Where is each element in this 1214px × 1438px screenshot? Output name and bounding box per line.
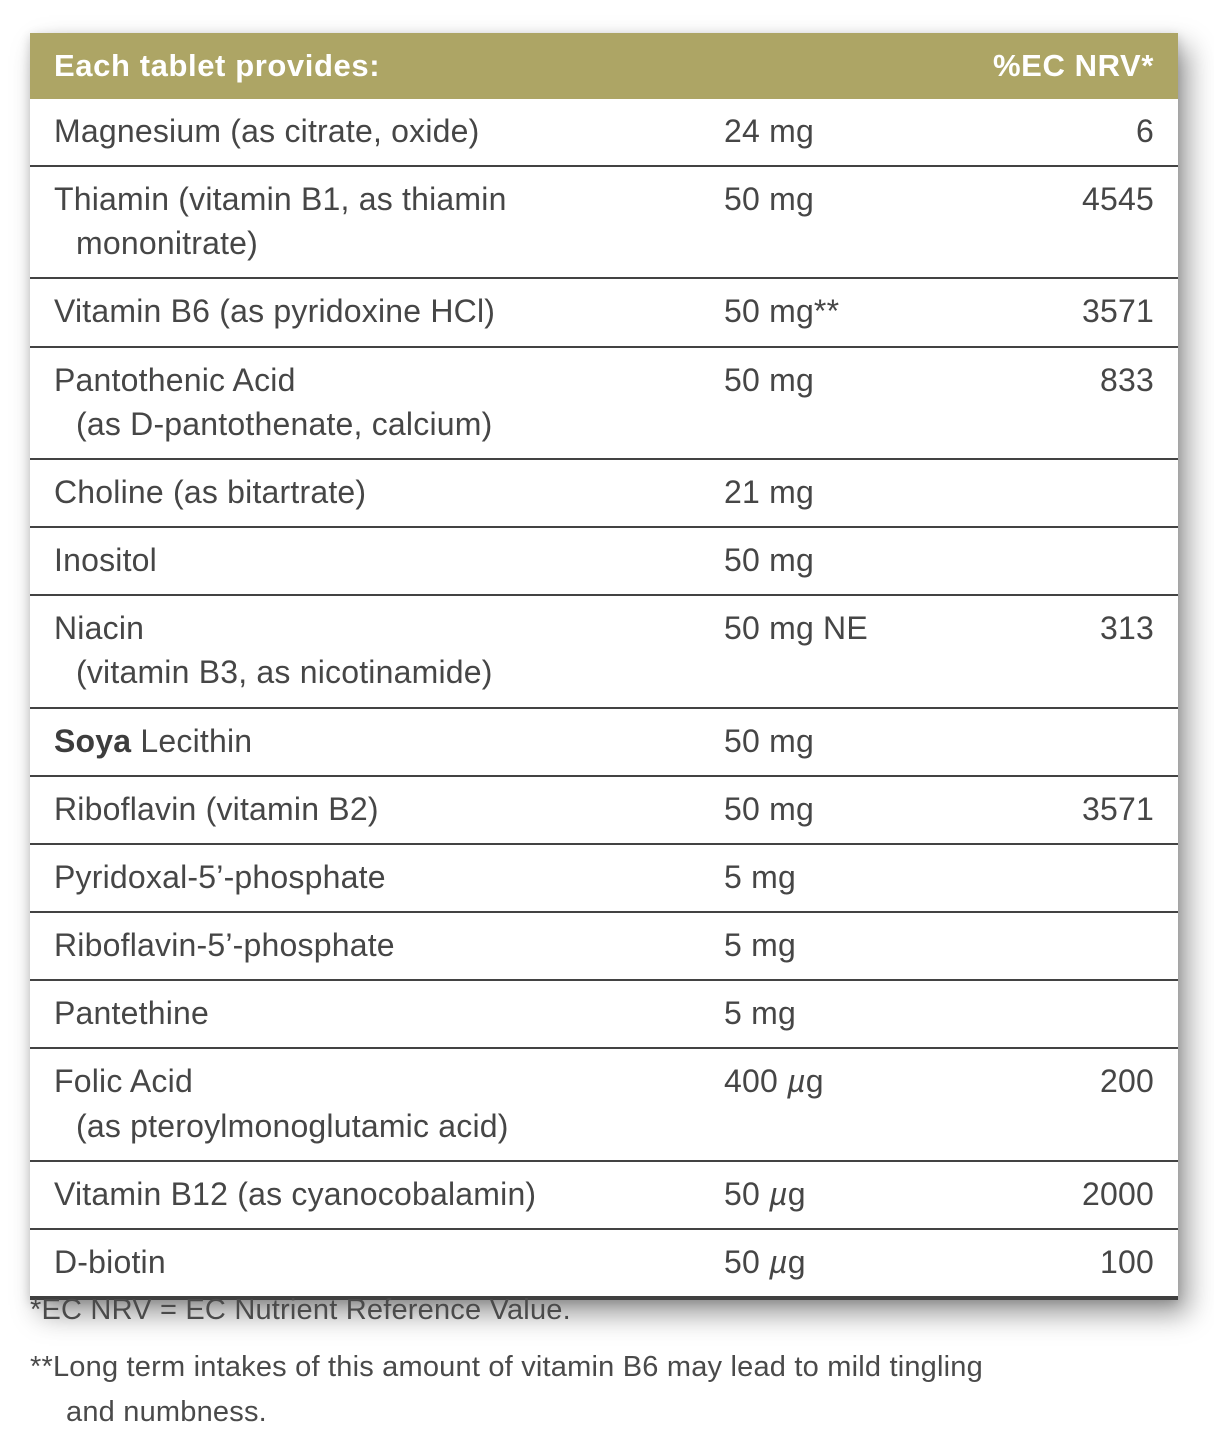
table-row [30,707,1178,775]
nutrient-amount: 50 µg [724,1175,806,1212]
nutrient-name-line2: (as pteroylmonoglutamic acid) [76,1107,509,1144]
nutrient-nrv [1009,923,1154,967]
nutrient-nrv [1009,538,1154,582]
nutrient-name: Vitamin B6 (as pyridoxine HCl) [54,293,496,330]
nutrient-nrv: 313 [1100,610,1154,647]
nutrient-amount: 5 mg [724,858,796,895]
nutrient-name: Riboflavin-5’-phosphate [54,927,395,964]
nutrient-nrv [1009,855,1154,899]
nutrient-amount: 50 mg [724,542,814,579]
footnote-vitamin-b6-line1: **Long term intakes of this amount of vitamin B6 may lead to mild tingling [30,1350,983,1383]
header-nrv-label: %EC NRV* [993,48,1154,83]
table-header [30,33,1178,99]
footnote-vitamin-b6 [30,1345,1130,1435]
nutrient-nrv: 100 [1100,1243,1154,1280]
nutrient-nrv: 6 [1136,113,1154,149]
nutrient-name: Thiamin (vitamin B1, as thiamin mononitrate) [54,177,724,265]
nutrient-name: Magnesium (as citrate, oxide) [54,113,480,149]
nutrient-amount: 50 mg [724,722,814,759]
nutrient-nrv: 200 [1100,1063,1154,1100]
header-title: Each tablet provides: [54,48,381,83]
nutrient-name: Soya Lecithin [54,722,253,759]
micro-sign: µ [769,1243,788,1280]
nutrient-amount: 50 µg [724,1243,806,1280]
nutrient-amount: 400 µg [724,1063,824,1100]
nutrient-amount: 50 mg** [724,293,840,330]
nutrient-amount: 50 mg [724,361,814,398]
nutrient-nrv: 833 [1100,361,1154,398]
nutrient-name: Folic Acid (as pteroylmonoglutamic acid) [54,1059,724,1147]
micro-sign: µ [787,1063,806,1100]
table-row [30,165,1178,277]
table-row [30,458,1178,526]
nutrient-name: Niacin (vitamin B3, as nicotinamide) [54,606,724,694]
nutrient-name-bold: Soya [54,722,132,759]
nutrient-amount: 5 mg [724,995,796,1032]
table-row [30,277,1178,345]
nutrient-name: D-biotin [54,1243,166,1280]
nutrition-table [30,33,1178,1300]
nutrient-amount: 50 mg NE [724,610,868,647]
nutrient-amount: 50 mg [724,790,814,827]
nutrient-name: Pyridoxal-5’-phosphate [54,858,386,895]
nutrient-nrv: 3571 [1082,790,1154,827]
table-row [30,775,1178,843]
table-body [30,99,1178,1296]
table-row [30,1228,1178,1296]
nutrient-nrv: 2000 [1082,1175,1154,1212]
nutrient-nrv [1009,991,1154,1035]
nutrient-name: Vitamin B12 (as cyanocobalamin) [54,1175,537,1212]
table-row [30,979,1178,1047]
nutrient-name: Pantothenic Acid (as D-pantothenate, calcium) [54,358,724,446]
nutrient-name: Inositol [54,542,157,579]
micro-sign: µ [769,1175,788,1212]
table-row [30,99,1178,165]
nutrient-nrv [1009,719,1154,763]
footnotes [30,1288,1130,1435]
table-row [30,1047,1178,1159]
table-row [30,911,1178,979]
nutrient-amount: 5 mg [724,927,796,964]
table-row [30,526,1178,594]
nutrient-name: Riboflavin (vitamin B2) [54,790,379,827]
nutrient-amount: 21 mg [724,473,814,510]
supplement-facts-panel [30,33,1178,1300]
footnote-vitamin-b6-line2: and numbness. [66,1395,267,1428]
footnote-ec-nrv-text: *EC NRV = EC Nutrient Reference Value. [30,1294,571,1326]
nutrient-name-line2: (vitamin B3, as nicotinamide) [76,654,493,691]
table-row [30,1160,1178,1228]
table-row [30,843,1178,911]
nutrient-nrv [1009,470,1154,514]
nutrient-name-line2: (as D-pantothenate, calcium) [76,405,493,442]
nutrient-amount: 50 mg [724,181,814,218]
nutrient-nrv: 3571 [1082,293,1154,330]
nutrient-nrv: 4545 [1082,181,1154,218]
table-row [30,594,1178,706]
nutrient-amount: 24 mg [724,113,814,149]
nutrient-name: Pantethine [54,995,210,1032]
nutrient-name-line2: mononitrate) [76,225,259,262]
table-row [30,346,1178,458]
nutrient-name: Choline (as bitartrate) [54,473,367,510]
footnote-ec-nrv [30,1288,1130,1333]
